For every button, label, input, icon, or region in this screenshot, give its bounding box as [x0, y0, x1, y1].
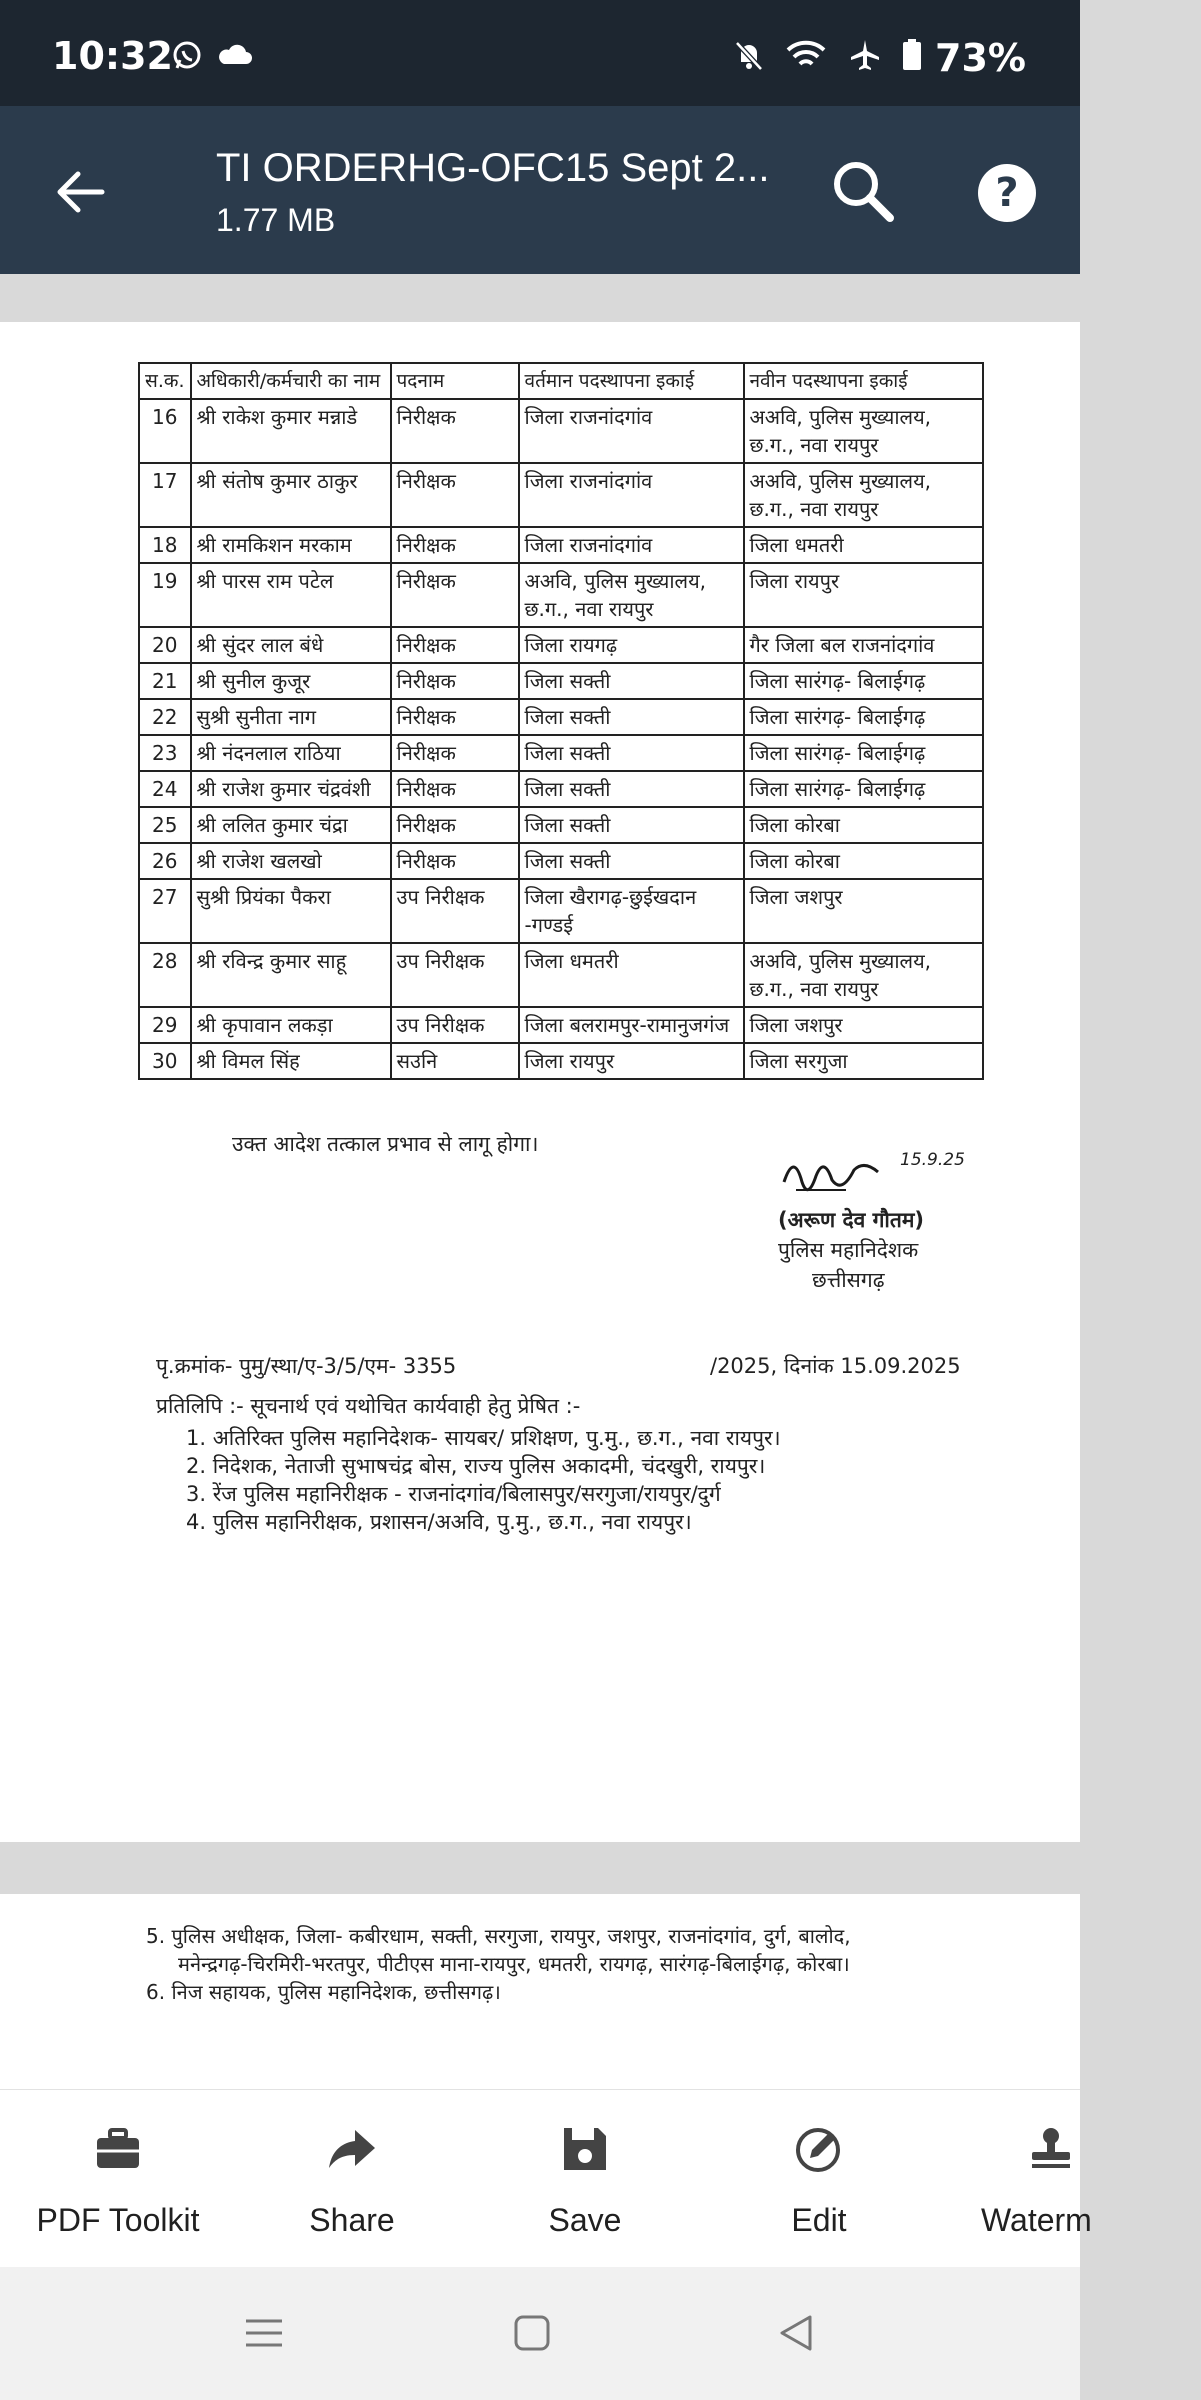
battery-percentage: 73% — [935, 36, 1026, 80]
col-header-designation: पदनाम — [391, 363, 519, 399]
cell-serial: 28 — [139, 943, 191, 1007]
signatory-state: छत्तीसगढ़ — [812, 1268, 885, 1292]
edit-button[interactable] — [709, 2090, 929, 2268]
home-icon[interactable] — [512, 2313, 552, 2353]
table-row — [139, 1007, 983, 1043]
cell-serial: 22 — [139, 699, 191, 735]
cell-designation: उप निरीक्षक — [391, 879, 519, 943]
bottom-toolbar — [0, 2089, 1092, 2267]
reference-number: पृ.क्रमांक- पुमु/स्था/ए-3/5/एम- 3355 — [156, 1354, 457, 1378]
app-bar — [0, 106, 1080, 274]
cell-current: जिला सक्ती — [519, 843, 744, 879]
status-time: 10:32 — [52, 34, 173, 78]
cell-serial: 18 — [139, 527, 191, 563]
copy-to-intro: प्रतिलिपि :- सूचनार्थ एवं यथोचित कार्यवाही हेतु प्रेषित :- — [156, 1394, 581, 1418]
cell-new: जिला धमतरी — [744, 527, 983, 563]
help-icon[interactable]: ? — [978, 164, 1036, 222]
cell-designation: निरीक्षक — [391, 563, 519, 627]
table-row — [139, 943, 983, 1007]
cell-new: जिला कोरबा — [744, 843, 983, 879]
cell-serial: 24 — [139, 771, 191, 807]
signatory-name: (अरूण देव गौतम) — [778, 1208, 924, 1232]
cell-new: गैर जिला बल राजनांदगांव — [744, 627, 983, 663]
cell-name: श्री कृपावान लकड़ा — [191, 1007, 391, 1043]
cell-serial: 19 — [139, 563, 191, 627]
col-header-serial: स.क. — [139, 363, 191, 399]
table-row — [139, 771, 983, 807]
cell-new: जिला सारंगढ़- बिलाईगढ़ — [744, 699, 983, 735]
cell-designation: निरीक्षक — [391, 807, 519, 843]
table-row — [139, 1043, 983, 1079]
cell-serial: 17 — [139, 463, 191, 527]
reference-date: /2025, दिनांक 15.09.2025 — [710, 1354, 961, 1378]
cell-new: जिला सारंगढ़- बिलाईगढ़ — [744, 663, 983, 699]
table-row — [139, 627, 983, 663]
watermark-stamp-icon — [1026, 2124, 1076, 2174]
cell-name: श्री सुनील कुजूर — [191, 663, 391, 699]
cell-name: श्री संतोष कुमार ठाकुर — [191, 463, 391, 527]
table-row — [139, 563, 983, 627]
cell-current: जिला सक्ती — [519, 663, 744, 699]
cell-designation: उप निरीक्षक — [391, 943, 519, 1007]
cell-current: जिला सक्ती — [519, 771, 744, 807]
share-arrow-icon — [327, 2124, 377, 2174]
toolbox-icon — [93, 2124, 143, 2174]
cell-name: श्री राजेश खलखो — [191, 843, 391, 879]
cell-designation: निरीक्षक — [391, 771, 519, 807]
cell-new: जिला सारंगढ़- बिलाईगढ़ — [744, 771, 983, 807]
status-bar — [0, 0, 1080, 106]
system-nav-bar — [0, 2267, 1080, 2400]
cell-name: श्री नंदनलाल राठिया — [191, 735, 391, 771]
document-title: TI ORDERHG-OFC15 Sept 2... — [216, 146, 770, 190]
cell-designation: निरीक्षक — [391, 663, 519, 699]
cell-current: जिला रायगढ़ — [519, 627, 744, 663]
cell-current: जिला सक्ती — [519, 699, 744, 735]
pdf-viewer[interactable] — [0, 274, 1080, 2089]
cell-new: जिला जशपुर — [744, 1007, 983, 1043]
cell-designation: निरीक्षक — [391, 735, 519, 771]
file-size: 1.77 MB — [216, 202, 336, 238]
cell-new: अअवि, पुलिस मुख्यालय, छ.ग., नवा रायपुर — [744, 399, 983, 463]
cell-name: सुश्री सुनीता नाग — [191, 699, 391, 735]
airplane-mode-icon — [848, 38, 882, 72]
toolbar-label: Share — [309, 2202, 395, 2238]
cell-name: श्री सुंदर लाल बंधे — [191, 627, 391, 663]
copy-item-continued: मनेन्द्रगढ़-चिरमिरी-भरतपुर, पीटीएस माना-रायपुर, धमतरी, रायगढ़, सारंगढ़-बिलाईगढ़, कोरबा। — [178, 1952, 850, 1976]
cell-current: जिला राजनांदगांव — [519, 527, 744, 563]
pdf-toolkit-button[interactable] — [8, 2090, 228, 2268]
toolbar-label: Edit — [791, 2202, 847, 2238]
cell-current: जिला खैरागढ़-छुईखदान -गण्डई — [519, 879, 744, 943]
table-row — [139, 663, 983, 699]
whatsapp-icon — [170, 38, 204, 72]
cell-new: अअवि, पुलिस मुख्यालय, छ.ग., नवा रायपुर — [744, 463, 983, 527]
table-row — [139, 527, 983, 563]
cell-current: जिला राजनांदगांव — [519, 399, 744, 463]
cell-serial: 26 — [139, 843, 191, 879]
save-icon — [560, 2124, 610, 2174]
cell-serial: 25 — [139, 807, 191, 843]
table-row — [139, 879, 983, 943]
toolbar-label: Save — [548, 2202, 622, 2238]
copy-item: 4. पुलिस महानिरीक्षक, प्रशासन/अअवि, पु.मु., छ.ग., नवा रायपुर। — [186, 1510, 692, 1534]
cell-name: श्री राकेश कुमार मन्नाडे — [191, 399, 391, 463]
cell-designation: निरीक्षक — [391, 627, 519, 663]
cell-new: अअवि, पुलिस मुख्यालय, छ.ग., नवा रायपुर — [744, 943, 983, 1007]
share-button[interactable] — [242, 2090, 462, 2268]
cell-designation: निरीक्षक — [391, 699, 519, 735]
back-arrow-icon[interactable] — [52, 164, 108, 220]
notifications-off-icon — [732, 38, 766, 72]
transfer-table — [138, 362, 984, 1080]
table-row — [139, 735, 983, 771]
cell-current: जिला सक्ती — [519, 735, 744, 771]
cell-name: श्री विमल सिंह — [191, 1043, 391, 1079]
signature-date-scrawl: 15.9.25 — [900, 1150, 965, 1170]
cell-name: श्री रामकिशन मरकाम — [191, 527, 391, 563]
cloud-icon — [216, 38, 254, 72]
toolbar-label: PDF Toolkit — [36, 2202, 200, 2238]
copy-item: 6. निज सहायक, पुलिस महानिदेशक, छत्तीसगढ़। — [146, 1980, 501, 2004]
back-nav-icon[interactable] — [776, 2313, 816, 2353]
cell-serial: 23 — [139, 735, 191, 771]
table-row — [139, 699, 983, 735]
cell-name: श्री राजेश कुमार चंद्रवंशी — [191, 771, 391, 807]
copy-item: 1. अतिरिक्त पुलिस महानिदेशक- सायबर/ प्रशिक्षण, पु.मु., छ.ग., नवा रायपुर। — [186, 1426, 781, 1450]
table-header-row — [139, 363, 983, 399]
save-button[interactable] — [475, 2090, 695, 2268]
table-row — [139, 807, 983, 843]
cell-designation: निरीक्षक — [391, 527, 519, 563]
cell-name: श्री पारस राम पटेल — [191, 563, 391, 627]
cell-current: जिला सक्ती — [519, 807, 744, 843]
signatory-designation: पुलिस महानिदेशक — [778, 1238, 919, 1262]
col-header-name: अधिकारी/कर्मचारी का नाम — [191, 363, 391, 399]
pdf-page-1 — [0, 322, 1080, 1842]
cell-current: जिला राजनांदगांव — [519, 463, 744, 527]
cell-new: जिला जशपुर — [744, 879, 983, 943]
cell-new: जिला सरगुजा — [744, 1043, 983, 1079]
cell-designation: सउनि — [391, 1043, 519, 1079]
cell-serial: 30 — [139, 1043, 191, 1079]
cell-designation: उप निरीक्षक — [391, 1007, 519, 1043]
copy-item: 2. निदेशक, नेताजी सुभाषचंद्र बोस, राज्य पुलिस अकादमी, चंदखुरी, रायपुर। — [186, 1454, 766, 1478]
effect-statement: उक्त आदेश तत्काल प्रभाव से लागू होगा। — [232, 1132, 539, 1156]
watermark-button[interactable] — [941, 2090, 1161, 2268]
cell-current: जिला बलरामपुर-रामानुजगंज — [519, 1007, 744, 1043]
cell-name: श्री ललित कुमार चंद्रा — [191, 807, 391, 843]
cell-name: सुश्री प्रियंका पैकरा — [191, 879, 391, 943]
copy-item: 5. पुलिस अधीक्षक, जिला- कबीरधाम, सक्ती, सरगुजा, रायपुर, जशपुर, राजनांदगांव, दुर्ग, बालोद, — [146, 1924, 851, 1948]
cell-serial: 21 — [139, 663, 191, 699]
edit-pencil-icon — [794, 2124, 844, 2174]
cell-serial: 16 — [139, 399, 191, 463]
cell-current: जिला धमतरी — [519, 943, 744, 1007]
cell-serial: 27 — [139, 879, 191, 943]
cell-new: जिला सारंगढ़- बिलाईगढ़ — [744, 735, 983, 771]
cell-designation: निरीक्षक — [391, 463, 519, 527]
toolbar-label: Waterm — [981, 2202, 1092, 2238]
cell-current: अअवि, पुलिस मुख्यालय, छ.ग., नवा रायपुर — [519, 563, 744, 627]
wifi-icon — [786, 38, 826, 72]
copy-item: 3. रेंज पुलिस महानिरीक्षक - राजनांदगांव/बिलासपुर/सरगुजा/रायपुर/दुर्ग — [186, 1482, 721, 1506]
col-header-current-posting: वर्तमान पदस्थापना इकाई — [519, 363, 744, 399]
recent-apps-icon[interactable] — [244, 2313, 284, 2353]
battery-icon — [900, 38, 924, 72]
col-header-new-posting: नवीन पदस्थापना इकाई — [744, 363, 983, 399]
cell-new: जिला रायपुर — [744, 563, 983, 627]
cell-designation: निरीक्षक — [391, 399, 519, 463]
cell-serial: 20 — [139, 627, 191, 663]
cell-new: जिला कोरबा — [744, 807, 983, 843]
cell-designation: निरीक्षक — [391, 843, 519, 879]
search-icon[interactable] — [828, 156, 898, 226]
cell-current: जिला रायपुर — [519, 1043, 744, 1079]
table-row — [139, 399, 983, 463]
table-row — [139, 843, 983, 879]
cell-name: श्री रविन्द्र कुमार साहू — [191, 943, 391, 1007]
table-row — [139, 463, 983, 527]
cell-serial: 29 — [139, 1007, 191, 1043]
